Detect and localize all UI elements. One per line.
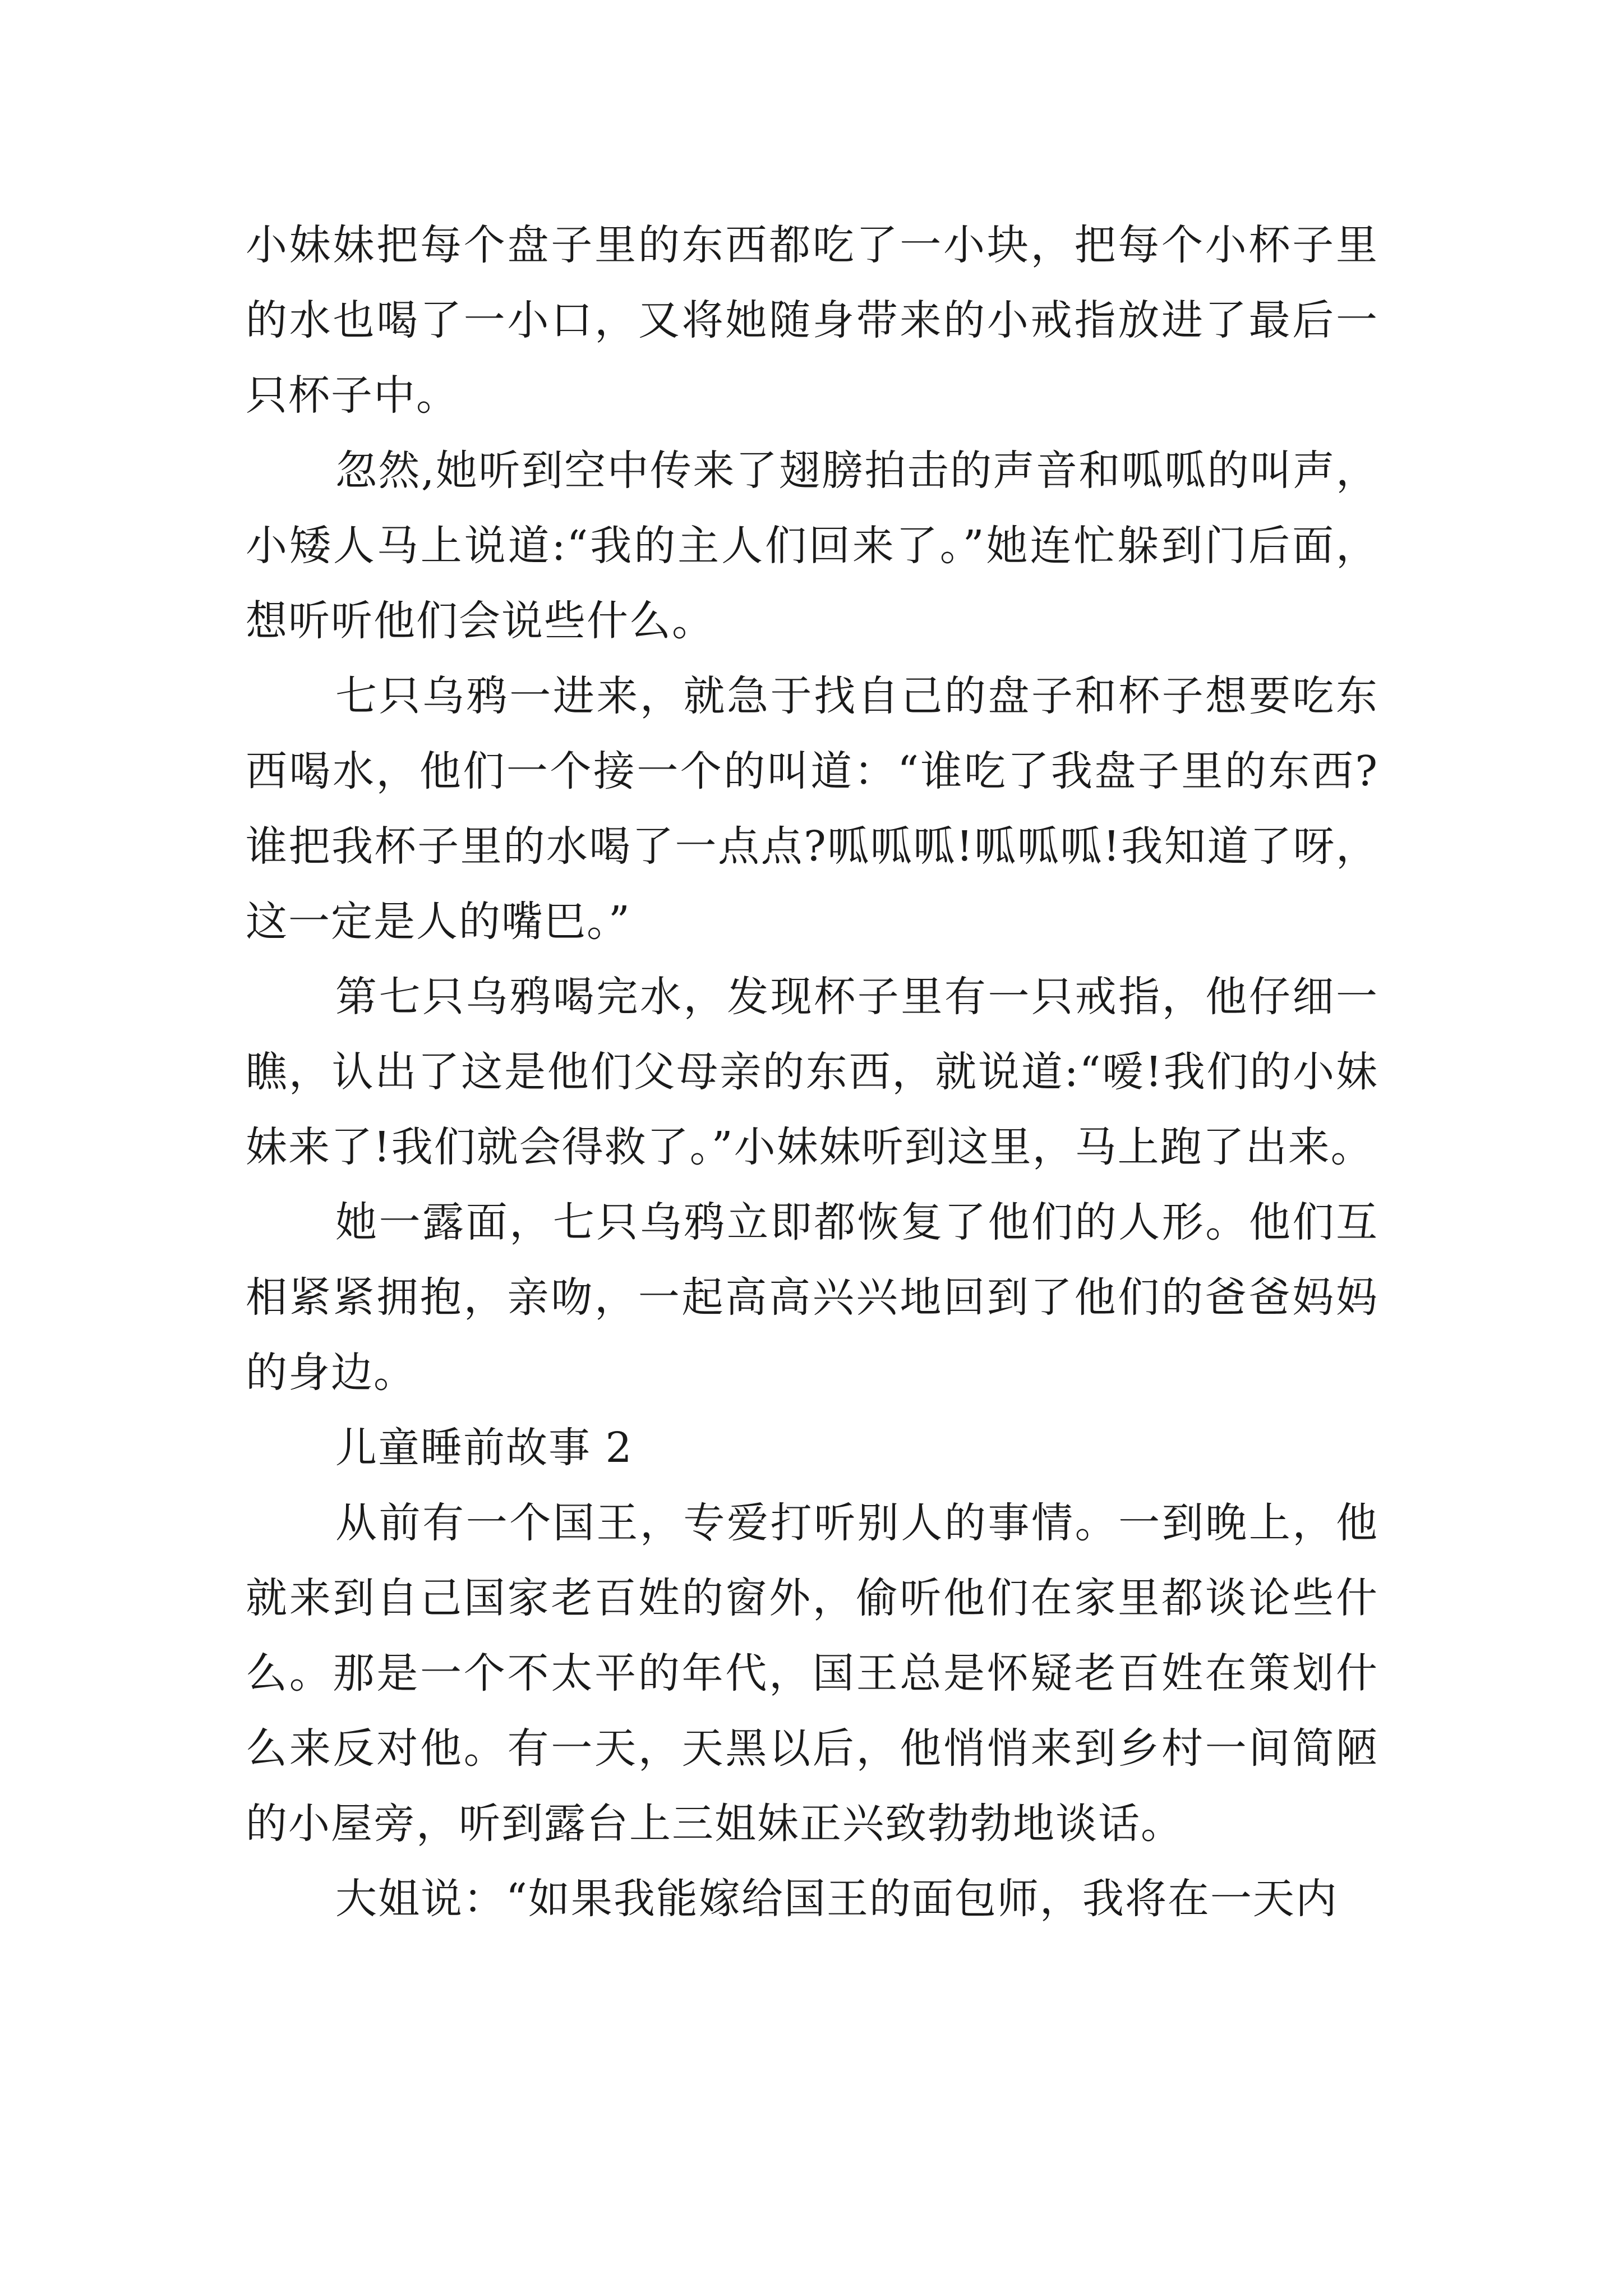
paragraph-3: 七只乌鸦一进来，就急于找自己的盘子和杯子想要吃东西喝水，他们一个接一个的叫道：“谁吃了我盘子里的东西?谁把我杯子里的水喝了一点点?呱呱呱!呱呱呱!我知道了呀，这一定是人的嘴巴。”	[246, 672, 1378, 946]
paragraph-4: 第七只乌鸦喝完水，发现杯子里有一只戒指，他仔细一瞧，认出了这是他们父母亲的东西，就说道:“嗳!我们的小妹妹来了!我们就会得救了。”小妹妹听到这里，马上跑了出来。	[246, 973, 1378, 1171]
document-body	[246, 208, 1378, 1936]
paragraph-1: 小妹妹把每个盘子里的东西都吃了一小块，把每个小杯子里的水也喝了一小口，又将她随身带来的小戒指放进了最后一只杯子中。	[246, 221, 1378, 420]
paragraph-5: 她一露面，七只乌鸦立即都恢复了他们的人形。他们互相紧紧拥抱，亲吻，一起高高兴兴地回到了他们的爸爸妈妈的身边。	[246, 1198, 1378, 1397]
paragraph-7: 大姐说：“如果我能嫁给国王的面包师，我将在一天内	[335, 1875, 1338, 1923]
section-title: 儿童睡前故事 2	[335, 1424, 633, 1472]
paragraph-6: 从前有一个国王，专爱打听别人的事情。一到晚上，他就来到自己国家老百姓的窗外，偷听他们在家里都谈论些什么。那是一个不太平的年代，国王总是怀疑老百姓在策划什么来反对他。有一天，天黑以后，他悄悄来到乡村一间简陋的小屋旁，听到露台上三姐妹正兴致勃勃地谈话。	[246, 1499, 1378, 1848]
paragraph-2: 忽然,她听到空中传来了翅膀拍击的声音和呱呱的叫声，小矮人马上说道:“我的主人们回来了。”她连忙躲到门后面，想听听他们会说些什么。	[246, 447, 1378, 645]
